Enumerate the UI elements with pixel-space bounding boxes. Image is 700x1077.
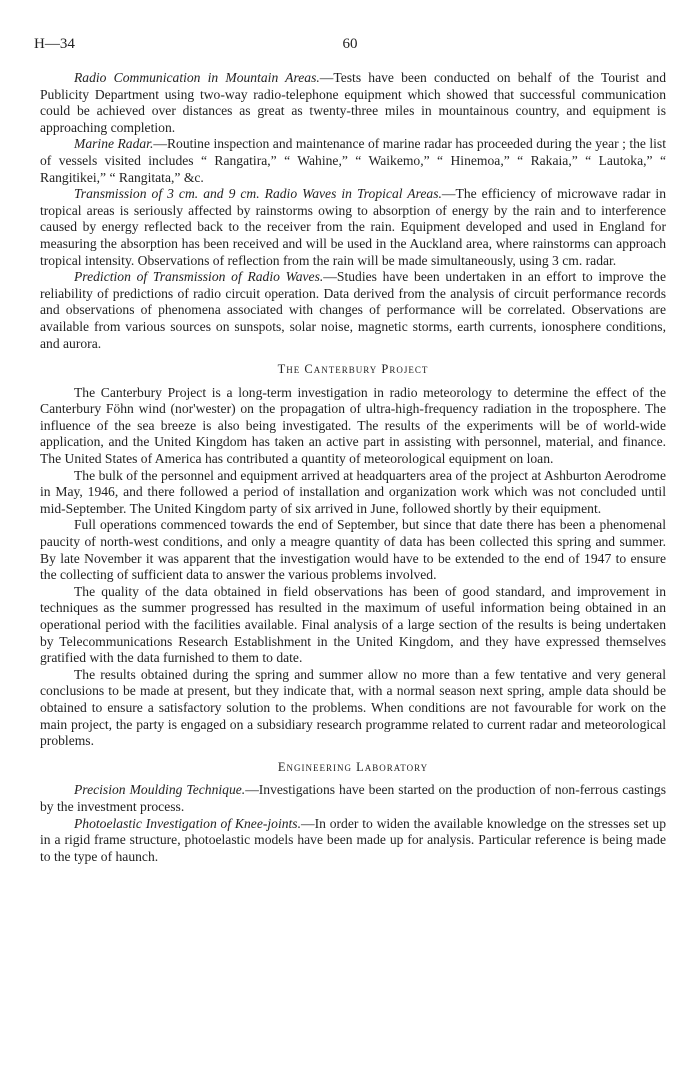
paragraph-marine-radar — [40, 136, 666, 186]
paragraph-text: —Studies have been undertaken in an effort to improve the reliability of predictions of radio circuit operation. Data derived from the analysis of circuit performance records and observations of phenomena associated with changes of performance will be correlated. Observations are available from various sources on sunspots, solar noise, magnetic storms, earth currents, ionosphere conditions, and aurora. — [40, 269, 666, 351]
page-number: 60 — [342, 36, 358, 52]
paragraph-canterbury-4: The quality of the data obtained in field observations has been of good standard, and improvement in techniques as the summer progressed has resulted in the maximum of useful information being obtained in an operational period with the facilities available. Final analysis of a large section of the results is being undertaken by Telecommunications Research Establishment in the United Kingdom, and they have expressed themselves gratified with the data furnished to them to date. — [40, 583, 666, 666]
paragraph-precision-moulding — [40, 782, 666, 815]
page-body — [40, 70, 666, 865]
paragraph-transmission — [40, 186, 666, 269]
paragraph-radio-communication — [40, 70, 666, 136]
paragraph-lead: Photoelastic Investigation of Knee-joints. — [74, 815, 301, 831]
paragraph-canterbury-5: The results obtained during the spring and summer allow no more than a few tentative and very general conclusions to be made at present, but they indicate that, with a normal season next spring, ample data should be obtained to ensure a satisfactory solution to the problems. When conditions are not favourable for work on the main project, the party is engaged on a subsidiary research programme related to current radar and meteorological problems. — [40, 666, 666, 749]
report-code: H—34 — [34, 36, 75, 52]
paragraph-prediction — [40, 269, 666, 352]
paragraph-lead: Prediction of Transmission of Radio Waves. — [74, 269, 324, 285]
paragraph-text: —Investigations have been started on the production of non-ferrous castings by the investment process. — [40, 782, 666, 814]
paragraph-text: —The efficiency of microwave radar in tropical areas is seriously affected by rainstorms owing to absorption of energy by the rain and to interference caused by energy reflected back to the receiver from the rain. Equipment developed and used in England for measuring the absorption has been received and will be used in the Auckland area, where rainstorms can approach tropical intensity. Observations of reflection from the rain will be made simultaneously, using 3 cm. radar. — [40, 186, 666, 268]
paragraph-canterbury-3: Full operations commenced towards the end of September, but since that date there has been a phenomenal paucity of north-west conditions, and only a meagre quantity of data has been collected this spring and summer. By late November it was apparent that the investigation would have to be extended to the end of 1947 to ensure the collecting of sufficient data to answer the various problems involved. — [40, 517, 666, 583]
paragraph-text: —Routine inspection and maintenance of marine radar has proceeded during the year ; the list of vessels visited includes “ Rangatira,” “ Wahine,” “ Waikemo,” “ Hinemoa,” “ Rakaia,” “ Lautoka,” “ Rangitikei,” “ Rangitata,” &c. — [40, 136, 666, 185]
paragraph-lead: Transmission of 3 cm. and 9 cm. Radio Waves in Tropical Areas. — [74, 186, 442, 202]
section-heading-engineering: Engineering Laboratory — [277, 759, 429, 774]
paragraph-canterbury-2: The bulk of the personnel and equipment arrived at headquarters area of the project at Ashburton Aerodrome in May, 1946, and there followed a period of installation and organization work which was not concluded until mid-September. The United Kingdom party of six arrived in June, followed shortly by their equipment. — [40, 467, 666, 516]
paragraph-text: —In order to widen the available knowledge on the stresses set up in a rigid frame structure, photoelastic models have been made up for analysis. Particular reference is being made to the type of haunch. — [40, 815, 666, 864]
paragraph-canterbury-1: The Canterbury Project is a long-term investigation in radio meteorology to determine the effect of the Canterbury Föhn wind (nor'wester) on the propagation of ultra-high-frequency radiation in the troposphere. The influence of the sea breeze is also being investigated. The results of the experiments will be of world-wide application, and the United Kingdom has taken an active part in assisting with personnel, material, and finance. The United States of America has contributed a quantity of meteorological equipment on loan. — [40, 384, 666, 467]
section-heading-canterbury: The Canterbury Project — [277, 362, 429, 377]
paragraph-lead: Radio Communication in Mountain Areas. — [74, 70, 320, 85]
paragraph-text: —Tests have been conducted on behalf of the Tourist and Publicity Department using two-way radio-telephone equipment which showed that successful communication could be achieved over distances as great as twenty-three miles in mountainous country, and equipment is approaching completion. — [40, 70, 666, 135]
paragraph-lead: Marine Radar. — [74, 136, 154, 152]
paragraph-lead: Precision Moulding Technique. — [74, 782, 246, 798]
paragraph-photoelastic — [40, 816, 666, 866]
